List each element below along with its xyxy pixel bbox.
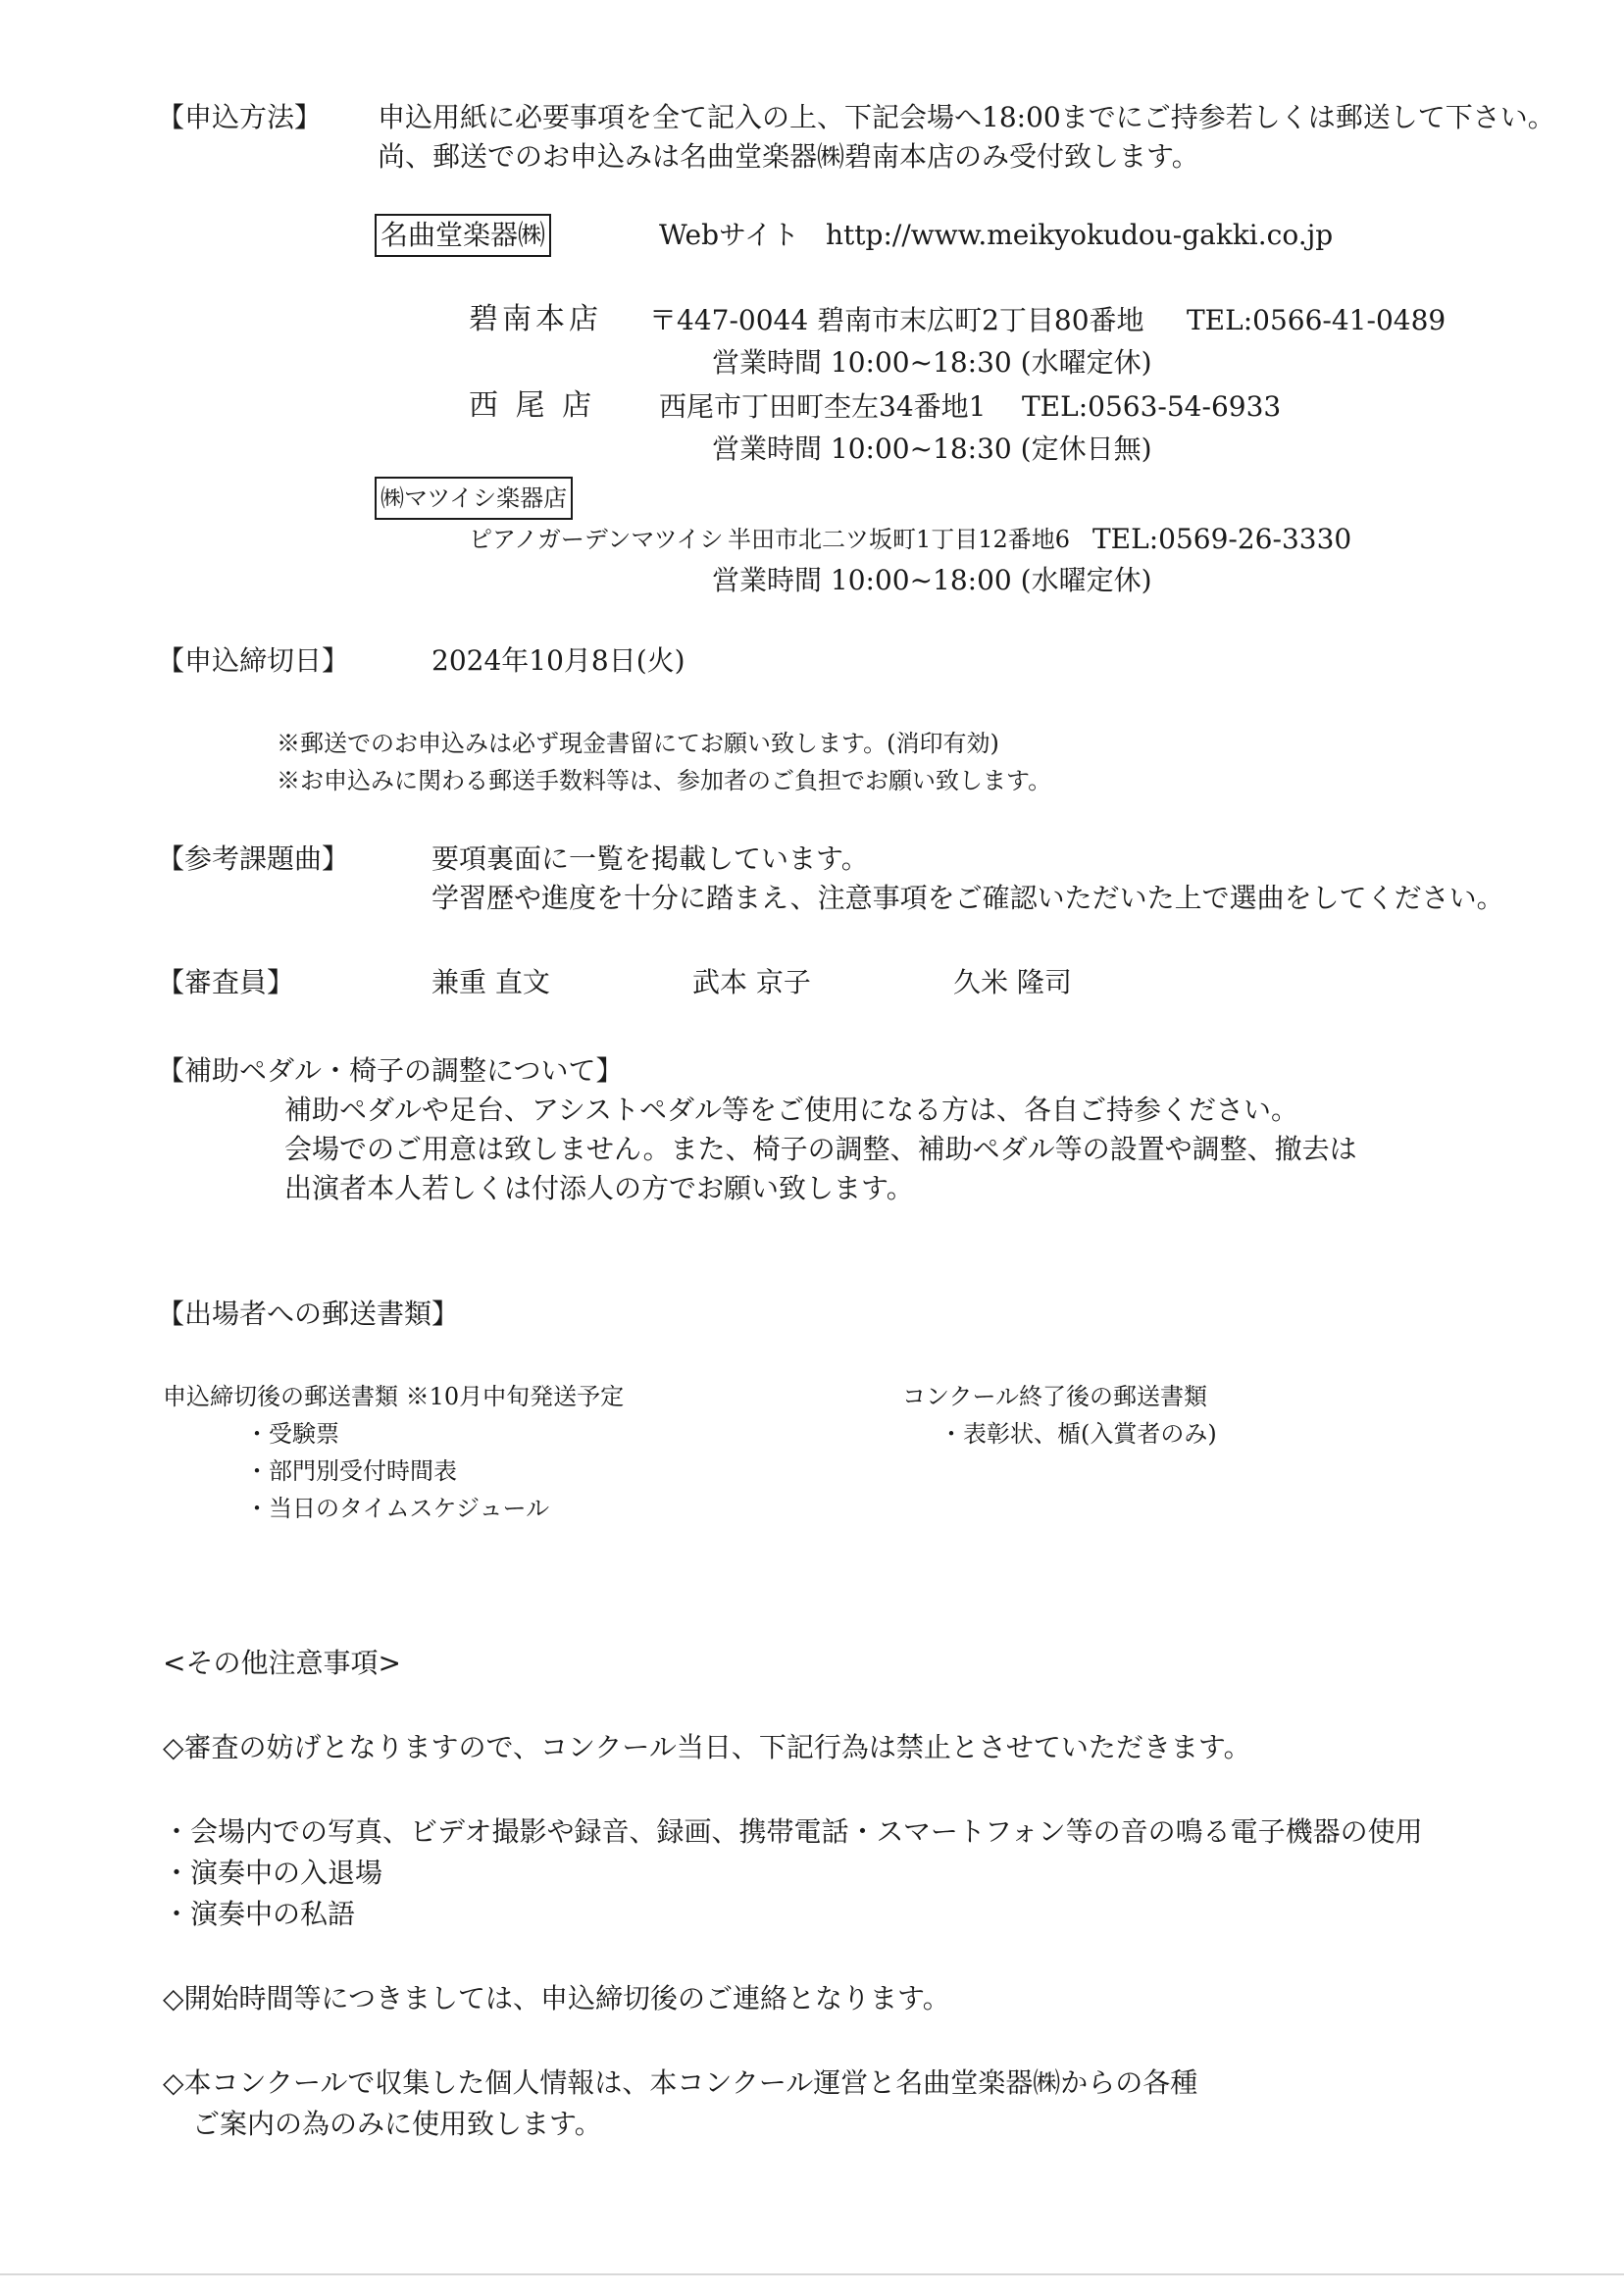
mailing-after-deadline-title: 申込締切後の郵送書類 ※10月中旬発送予定 — [163, 1383, 625, 1410]
mailing-heading: 【出場者への郵送書類】 — [157, 1298, 460, 1330]
judges-heading: 【審査員】 — [157, 966, 295, 998]
nishio-store-name: 西 尾 店 — [469, 388, 596, 423]
scan-edge-line — [0, 2273, 1624, 2275]
prohibited-item: ・会場内での写真、ビデオ撮影や録音、録画、携帯電話・スマートフォン等の音の鳴る電子機器の使用 — [163, 1815, 1423, 1848]
deadline-note2: ※お申込みに関わる郵送手数料等は、参加者のご負担でお願い致します。 — [277, 767, 1052, 794]
notes-heading: <その他注意事項> — [163, 1647, 401, 1679]
mailing-after-deadline-item: ・当日のタイムスケジュール — [245, 1495, 550, 1522]
prohibited-item: ・演奏中の入退場 — [163, 1857, 383, 1889]
mailing-after-deadline-item: ・部門別受付時間表 — [245, 1457, 457, 1485]
pedal-heading: 【補助ペダル・椅子の調整について】 — [157, 1054, 624, 1087]
nishio-hours: 営業時間 10:00~18:30 (定休日無) — [712, 433, 1152, 465]
judge-name: 兼重 直文 — [431, 966, 550, 998]
reference-pieces-heading: 【参考課題曲】 — [157, 842, 350, 875]
pedal-line3: 出演者本人若しくは付添人の方でお願い致します。 — [284, 1172, 914, 1204]
matsuishi-company-label: ㈱マツイシ楽器店 — [375, 477, 573, 520]
apply-method-heading: 【申込方法】 — [157, 101, 323, 133]
matsuishi-address: 半田市北二ツ坂町1丁目12番地6 — [728, 526, 1071, 553]
deadline-date: 2024年10月8日(火) — [431, 644, 685, 677]
prohibition-intro: ◇審査の妨げとなりますので、コンクール当日、下記行為は禁止とさせていただきます。 — [163, 1731, 1251, 1763]
mailing-after-contest-title: コンクール終了後の郵送書類 — [902, 1383, 1208, 1410]
nishio-tel: TEL:0563-54-6933 — [1022, 390, 1282, 423]
web-url: http://www.meikyokudou-gakki.co.jp — [826, 219, 1334, 251]
mailing-after-contest-item: ・表彰状、楯(入賞者のみ) — [939, 1420, 1217, 1448]
judge-name: 久米 隆司 — [953, 966, 1072, 998]
nishio-address: 西尾市丁田町杢左34番地1 — [659, 390, 987, 423]
hekinan-address: 〒447-0044 碧南市末広町2丁目80番地 — [649, 304, 1144, 336]
matsuishi-store-name: ピアノガーデンマツイシ — [469, 526, 724, 553]
matsuishi-tel: TEL:0569-26-3330 — [1092, 523, 1352, 555]
web-label: Webサイト — [659, 219, 800, 251]
meikyokudo-company-label: 名曲堂楽器㈱ — [375, 214, 551, 257]
hekinan-store-name: 碧南本店 — [469, 302, 602, 336]
deadline-note1: ※郵送でのお申込みは必ず現金書留にてお願い致します。(消印有効) — [277, 730, 999, 757]
privacy-note-line2: ご案内の為のみに使用致します。 — [192, 2108, 602, 2140]
judge-name: 武本 京子 — [692, 966, 811, 998]
hekinan-tel: TEL:0566-41-0489 — [1187, 304, 1446, 336]
matsuishi-hours: 営業時間 10:00~18:00 (水曜定休) — [712, 564, 1152, 596]
reference-pieces-line1: 要項裏面に一覧を掲載しています。 — [431, 842, 869, 875]
apply-method-line2: 尚、郵送でのお申込みは名曲堂楽器㈱碧南本店のみ受付致します。 — [378, 140, 1199, 173]
reference-pieces-line2: 学習歴や進度を十分に踏まえ、注意事項をご確認いただいた上で選曲をしてください。 — [431, 882, 1504, 914]
pedal-line2: 会場でのご用意は致しません。また、椅子の調整、補助ペダル等の設置や調整、撤去は — [284, 1133, 1357, 1165]
start-time-note: ◇開始時間等につきましては、申込締切後のご連絡となります。 — [163, 1982, 950, 2014]
mailing-after-deadline-item: ・受験票 — [245, 1420, 339, 1448]
deadline-heading: 【申込締切日】 — [157, 644, 350, 677]
prohibited-item: ・演奏中の私語 — [163, 1898, 356, 1930]
apply-method-line1: 申込用紙に必要事項を全て記入の上、下記会場へ18:00までにご持参若しくは郵送して下さい。 — [378, 101, 1555, 133]
privacy-note-line1: ◇本コンクールで収集した個人情報は、本コンクール運営と名曲堂楽器㈱からの各種 — [163, 2066, 1198, 2099]
pedal-line1: 補助ペダルや足台、アシストペダル等をご使用になる方は、各自ご持参ください。 — [284, 1094, 1299, 1126]
hekinan-hours: 営業時間 10:00~18:30 (水曜定休) — [712, 346, 1152, 379]
